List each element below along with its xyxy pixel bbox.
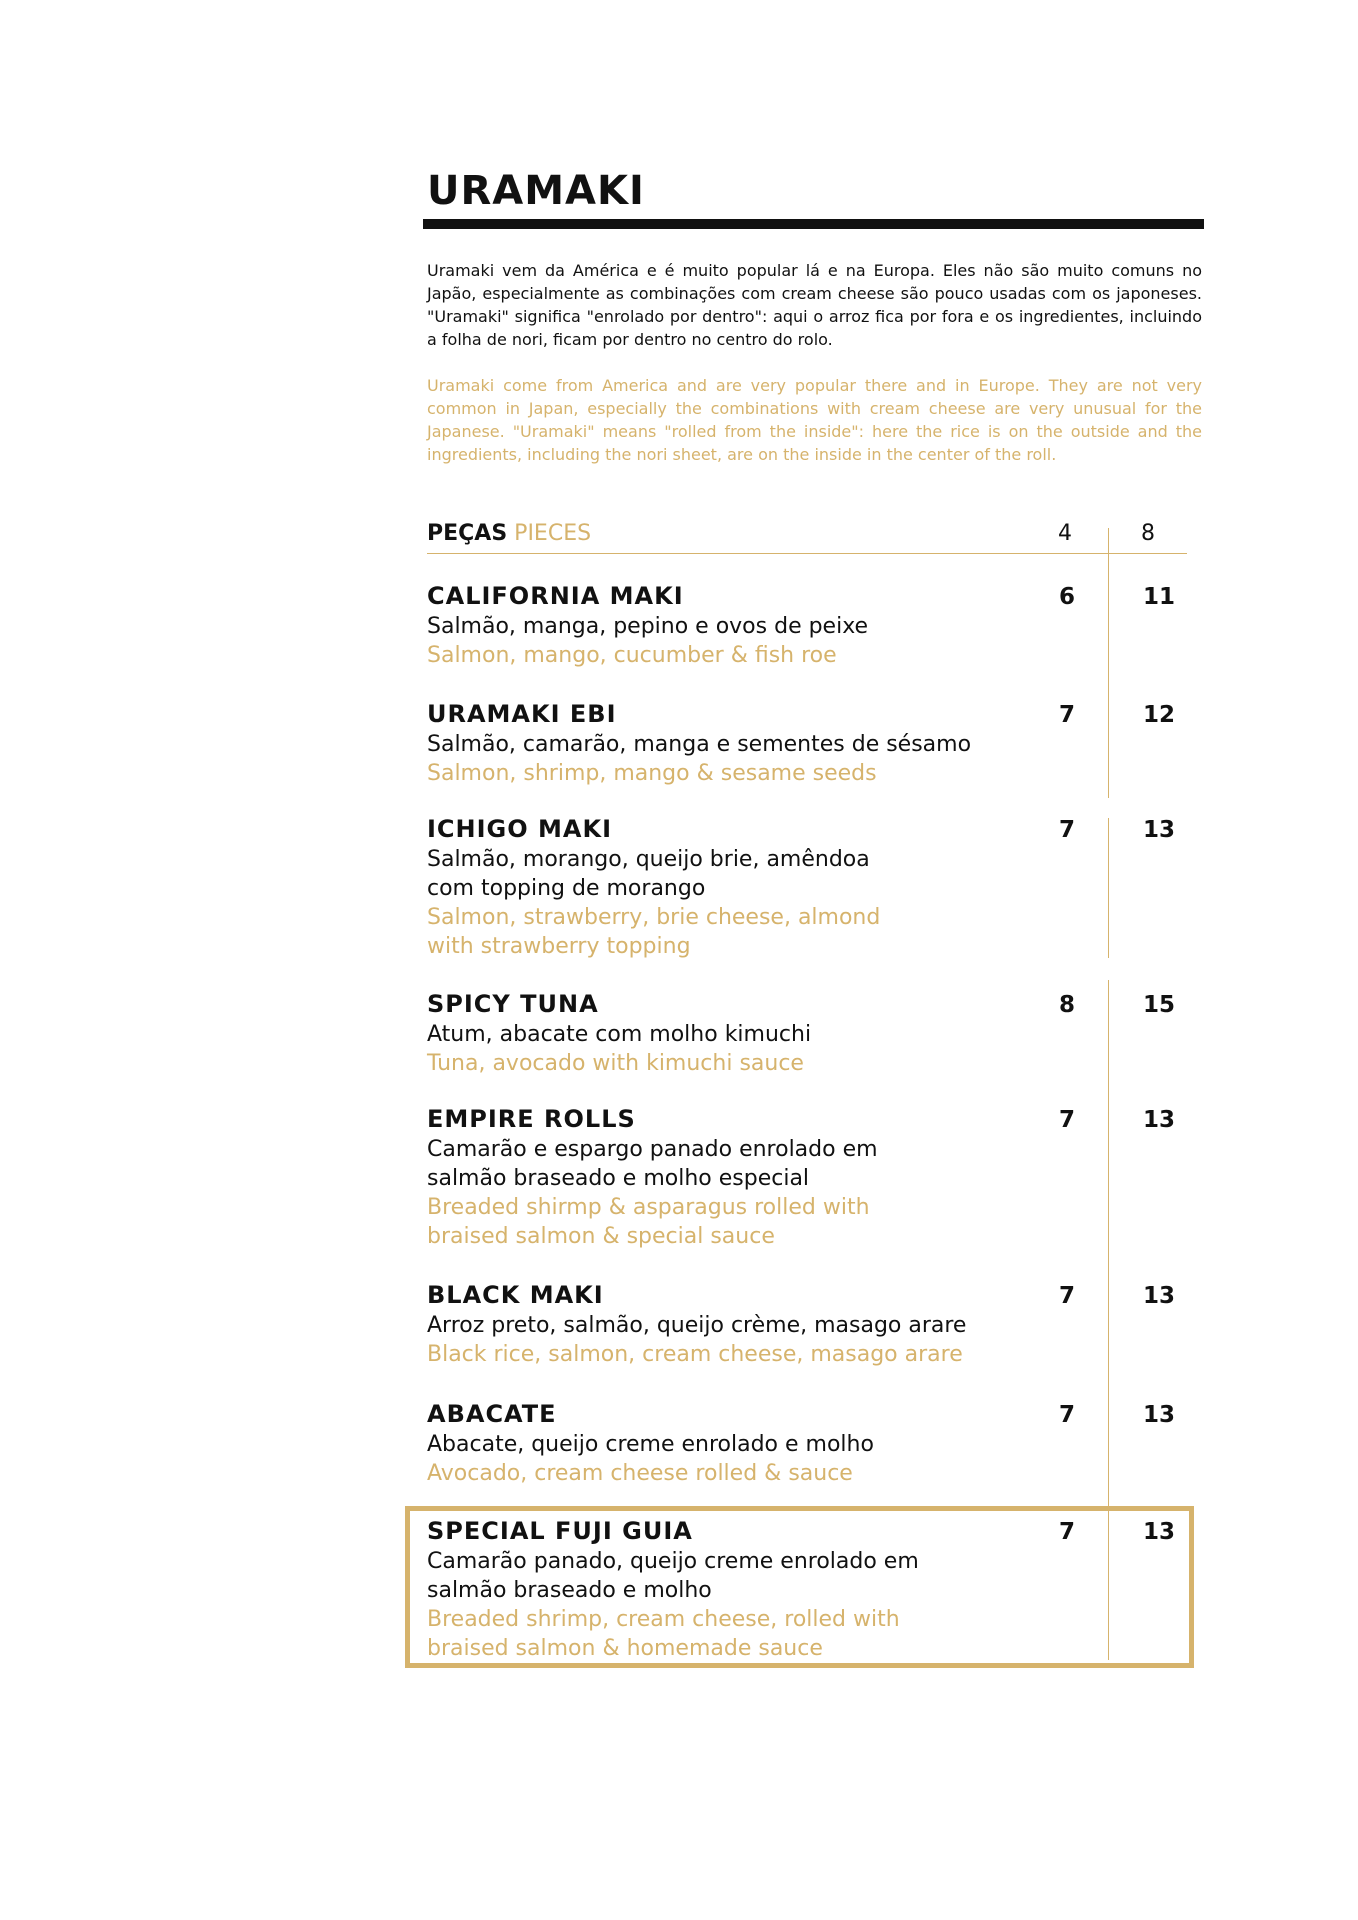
item-name: URAMAKI EBI bbox=[427, 700, 617, 728]
menu-item-ichigo-maki bbox=[427, 815, 1207, 961]
menu-item-black-maki bbox=[427, 1281, 1207, 1369]
item-description-pt: Salmão, morango, queijo brie, amêndoa com topping de morango bbox=[427, 847, 870, 901]
price-4-pieces: 7 bbox=[1059, 1283, 1076, 1309]
item-name: ICHIGO MAKI bbox=[427, 815, 612, 843]
price-4-pieces: 6 bbox=[1059, 584, 1076, 610]
item-description-en: Black rice, salmon, cream cheese, masago arare bbox=[427, 1342, 963, 1367]
item-description-pt: Arroz preto, salmão, queijo crème, masago arare bbox=[427, 1313, 967, 1338]
item-name: ABACATE bbox=[427, 1400, 557, 1428]
page-title: URAMAKI bbox=[427, 168, 645, 214]
header-rule bbox=[427, 553, 1187, 554]
price-8-pieces: 13 bbox=[1143, 1283, 1176, 1309]
menu-item-spicy-tuna bbox=[427, 990, 1207, 1078]
pieces-count-small: 4 bbox=[1058, 521, 1072, 546]
price-8-pieces: 13 bbox=[1143, 1107, 1176, 1133]
title-rule bbox=[423, 219, 1204, 229]
price-8-pieces: 12 bbox=[1143, 702, 1176, 728]
item-name: CALIFORNIA MAKI bbox=[427, 582, 684, 610]
item-description-pt: Abacate, queijo creme enrolado e molho bbox=[427, 1432, 874, 1457]
menu-item-california-maki bbox=[427, 582, 1207, 670]
item-description-pt: Camarão e espargo panado enrolado em salmão braseado e molho especial bbox=[427, 1137, 878, 1191]
menu-item-empire-rolls bbox=[427, 1105, 1207, 1251]
intro-text-pt: Uramaki vem da América e é muito popular lá e na Europa. Eles não são muito comuns no Japão, especialmente as combinações com cream cheese são pouco usadas com os japoneses. "Uramaki" significa "enrolado por dentro": aqui o arroz fica por fora e os ingredientes, incluindo a folha de nori, ficam por dentro no centro do rolo. bbox=[427, 261, 1202, 349]
price-4-pieces: 7 bbox=[1059, 1402, 1076, 1428]
item-description-pt: Salmão, camarão, manga e sementes de sésamo bbox=[427, 732, 972, 757]
price-4-pieces: 7 bbox=[1059, 1107, 1076, 1133]
price-4-pieces: 7 bbox=[1059, 817, 1076, 843]
pieces-header bbox=[427, 521, 591, 546]
price-4-pieces: 7 bbox=[1059, 1519, 1076, 1545]
pieces-label-pt: PEÇAS bbox=[427, 521, 508, 546]
pieces-label-en: PIECES bbox=[514, 521, 592, 546]
item-description-en: Tuna, avocado with kimuchi sauce bbox=[427, 1051, 804, 1076]
item-description-pt: Salmão, manga, pepino e ovos de peixe bbox=[427, 614, 869, 639]
item-name: SPECIAL FUJI GUIA bbox=[427, 1517, 693, 1545]
price-8-pieces: 13 bbox=[1143, 1519, 1176, 1545]
price-8-pieces: 11 bbox=[1143, 584, 1176, 610]
intro-text-en: Uramaki come from America and are very popular there and in Europe. They are not very common in Japan, especially the combinations with cream cheese are very unusual for the Japanese. "Uramaki" means "rolled from the inside": here the rice is on the outside and the ingredients, including the nori sheet, are on the inside in the center of the roll. bbox=[427, 376, 1202, 464]
menu-item-abacate bbox=[427, 1400, 1207, 1488]
menu-item-uramaki-ebi bbox=[427, 700, 1207, 788]
item-description-pt: Camarão panado, queijo creme enrolado em salmão braseado e molho bbox=[427, 1549, 919, 1603]
price-8-pieces: 15 bbox=[1143, 992, 1176, 1018]
pieces-count-large: 8 bbox=[1141, 521, 1155, 546]
item-description-en: Salmon, shrimp, mango & sesame seeds bbox=[427, 761, 877, 786]
item-description-en: Salmon, mango, cucumber & fish roe bbox=[427, 643, 837, 668]
menu-item-special-fuji-guia bbox=[427, 1517, 1207, 1663]
price-4-pieces: 7 bbox=[1059, 702, 1076, 728]
price-4-pieces: 8 bbox=[1059, 992, 1076, 1018]
item-description-pt: Atum, abacate com molho kimuchi bbox=[427, 1022, 812, 1047]
item-description-en: Avocado, cream cheese rolled & sauce bbox=[427, 1461, 853, 1486]
item-description-en: Breaded shrimp, cream cheese, rolled with braised salmon & homemade sauce bbox=[427, 1607, 900, 1661]
item-name: BLACK MAKI bbox=[427, 1281, 604, 1309]
price-8-pieces: 13 bbox=[1143, 817, 1176, 843]
price-8-pieces: 13 bbox=[1143, 1402, 1176, 1428]
item-description-en: Salmon, strawberry, brie cheese, almond with strawberry topping bbox=[427, 905, 881, 959]
item-description-en: Breaded shirmp & asparagus rolled with braised salmon & special sauce bbox=[427, 1195, 870, 1249]
item-name: SPICY TUNA bbox=[427, 990, 599, 1018]
item-name: EMPIRE ROLLS bbox=[427, 1105, 636, 1133]
